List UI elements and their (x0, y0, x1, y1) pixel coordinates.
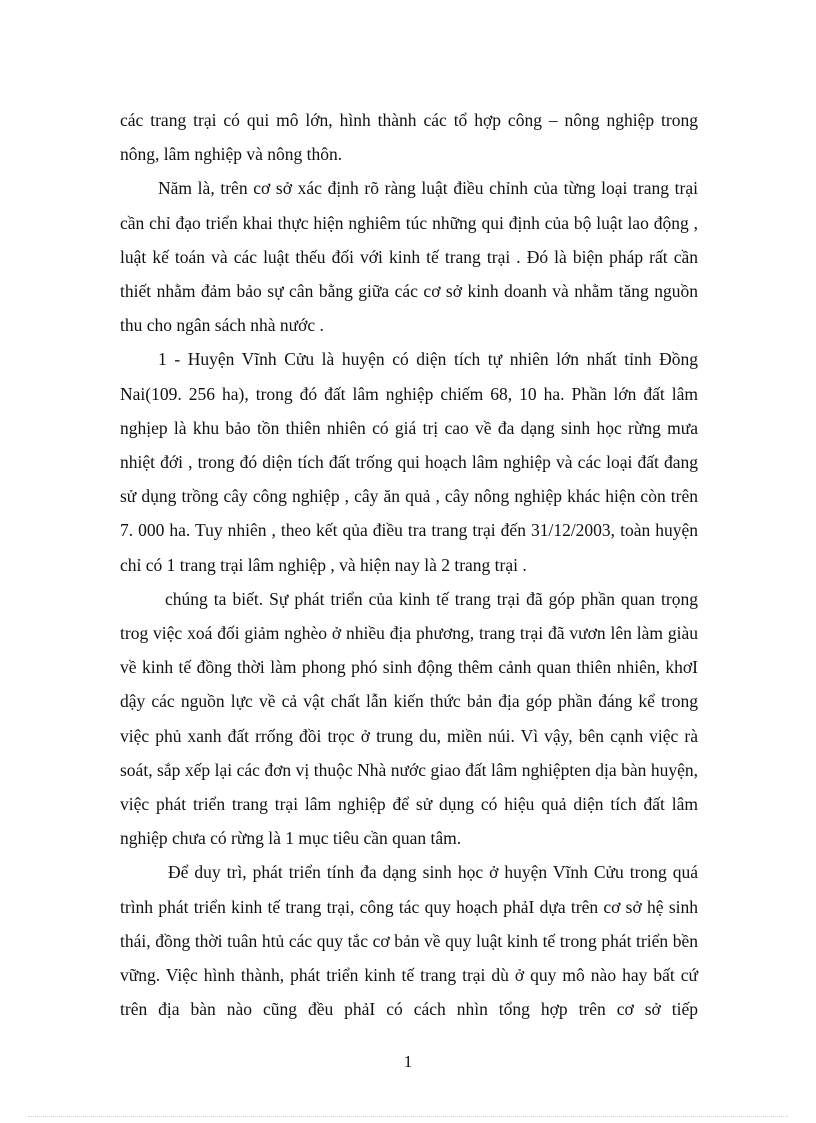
body-text (120, 103, 698, 1026)
paragraph-3: 1 - Huyện Vĩnh Cửu là huyện có diện tích tự nhiên lớn nhất tỉnh Đồng Nai(109. 256 ha), trong đó đất lâm nghiệp chiếm 68, 10 ha. Phần lớn đất lâm nghịep là khu bảo tồn thiên nhiên có giá trị cao về đa dạng sinh học rừng mưa nhiệt đới , trong đó diện tích đất trống qui hoạch lâm nghiệp và các loại đất đang sử dụng trồng cây công nghiệp , cây ăn quả , cây nông nghiệp khác hiện còn trên 7. 000 ha. Tuy nhiên , theo kết qủa điều tra trang trại đến 31/12/2003, toàn huyện chỉ có 1 trang trại lâm nghiệp , và hiện nay là 2 trang trại . (120, 349, 698, 575)
paragraph-4: chúng ta biết. Sự phát triển của kinh tế trang trại đã góp phần quan trọng trog việc xoá đối giảm nghèo ở nhiều địa phương, trang trại đã vươn lên làm giàu về kinh tế đồng thời làm phong phó sinh động thêm cảnh quan thiên nhiên, khơI dậy các nguồn lực về cả vật chất lẫn kiến thức bản địa góp phần đáng kể trong việc phủ xanh đất rrống đồi trọc ở trung du, miền núi. Vì vậy, bên cạnh việc rà soát, sắp xếp lại các đơn vị thuộc Nhà nước giao đất lâm nghiệpten dịa bàn huyện, việc phát triển trang trại lâm nghiệp để sử dụng có hiệu quả diện tích đất lâm nghiệp chưa có rừng là 1 mục tiêu cần quan tâm. (120, 588, 698, 849)
page-number: 1 (403, 1052, 413, 1071)
paragraph-2: Năm là, trên cơ sở xác định rõ ràng luật điều chỉnh của từng loại trang trại cần chỉ đạo triển khai thực hiện nghiêm túc những qui định của bộ luật lao động , luật kế toán và các luật thếu đối với kinh tế trang trại . Đó là biện pháp rất cần thiết nhằm đảm bảo sự cân bằng giữa các cơ sở kinh doanh và nhằm tăng nguồn thu cho ngân sách nhà nước . (120, 178, 698, 336)
paragraph-5: Để duy trì, phát triển tính đa dạng sinh học ở huyện Vĩnh Cửu trong quá trình phát triển kinh tế trang trại, công tác quy hoạch phảI dựa trên cơ sở hệ sinh thái, đồng thời tuân htủ các quy tắc cơ bản về quy luật kinh tế trong phát triển bền vững. Việc hình thành, phát triển kinh tế trang trại dù ở quy mô nào hay bất cứ trên địa bàn nào cũng đều phảI có cách nhìn tổng hợp trên cơ sở tiếp (120, 862, 698, 1020)
paragraph-1: các trang trại có qui mô lớn, hình thành các tổ hợp công – nông nghiệp trong nông, lâm nghiệp và nông thôn. (120, 110, 698, 165)
footer-divider (28, 1116, 788, 1117)
